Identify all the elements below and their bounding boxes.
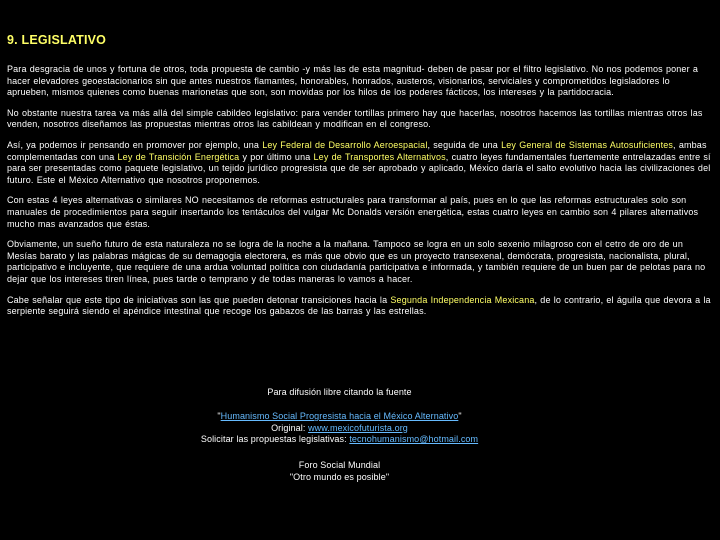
diffusion-text: Para difusión libre citando la fuente [267, 387, 412, 397]
paragraph-3-text: , seguida de una [427, 139, 502, 150]
paragraph-6-text: , de lo contrario, el águila que devora a la serpiente seguirá siendo el apéndice intestinal que recoge los gabazos de las barras y las estrellas. [7, 294, 711, 317]
paragraph-3-text: Así, ya podemos ir pensando en promover por ejemplo, una [7, 139, 263, 150]
paragraph-5: Obviamente, un sueño futuro de esta naturaleza no se logra de la noche a la mañana. Tampoco se logra en un solo sexenio milagroso con el cetro de oro de un Mesías barato y las palabras mágicas de su demagogia electorera, es más que obvio que es un proyecto transexenal, demócrata, progresista, nacionalista, plural, participativo e incluyente, que requiere de una ardua voluntad política con ciudadanía participativa e informada, y también requiere de un buen par de pelotas para no dejar que los intereses tiren línea, pues tarde o temprano y de todas maneras lo vamos a hacer. [7, 239, 706, 284]
law-aerospace: Ley Federal de Desarrollo Aeroespacial [262, 139, 428, 150]
quote-mark: " [458, 411, 462, 421]
request-label: Solicitar las propuestas legislativas: [200, 434, 350, 445]
law-self-sufficient-systems: Ley General de Sistemas Autosuficientes [501, 139, 674, 150]
paragraph-4: Con estas 4 leyes alternativas o similares NO necesitamos de reformas estructurales para transformar al país, pues en lo que las reformas estructurales solo son manuales de procedimientos para seguir insertando los tentáculos del vulgar Mc Donalds versión energética, estas cuatro leyes en cambio son 4 pilares alternativos mucho mas avanzados que éstas. [7, 195, 699, 229]
forum-name: Foro Social Mundial [298, 460, 381, 470]
second-independence: Segunda Independencia Mexicana [390, 294, 535, 305]
website-link[interactable]: www.mexicofuturista.org [308, 422, 408, 433]
source-line [7, 411, 672, 423]
forum-motto: "Otro mundo es posible" [289, 471, 390, 482]
source-block [7, 411, 672, 446]
paragraph-2: No obstante nuestra tarea va más allá del simple cabildeo legislativo: para vender tortillas primero hay que hacerlas, nosotros hacemos las tortillas mientras otros las venden, nosotros diseñamos las propuestas mientras otros las cabildean y modifican en el congreso. [7, 107, 703, 130]
paragraph-1: Para desgracia de unos y fortuna de otros, toda propuesta de cambio -y más las de esta magnitud- deben de pasar por el filtro legislativo. No nos podemos poner a hacer elevadores geoestacionarios sin que antes nuestros flamantes, honorables, honrados, austeros, visionarios, serviciales y comprometidos legisladores lo aprueben, mismos quienes como buenas marionetas que son, son movidas por los hilos de los poderes fácticos, los intereses y la partidocracia. [7, 64, 699, 98]
law-energy-transition: Ley de Transición Energética [117, 151, 240, 162]
paragraph-6 [7, 295, 712, 318]
forum-block [7, 460, 672, 483]
law-alternative-transport: Ley de Transportes Alternativos [313, 151, 446, 162]
body-text [7, 64, 712, 327]
section-heading: 9. LEGISLATIVO [7, 33, 107, 47]
paragraph-3-text: , cuatro leyes fundamentales fuertemente entrelazadas entre sí para ser presentadas como paquete legislativo, un tejido jurídico progresista que de ser aprobado y aplicado, México daría el salto evolutivo hacia las civilizaciones del futuro. Este el México Alternativo que nosotros proponemos. [7, 151, 711, 185]
paragraph-3-text: , ambas complementadas con una [7, 139, 707, 162]
diffusion-note [7, 387, 672, 399]
request-line [7, 434, 672, 446]
original-label: Original: [271, 422, 309, 433]
paragraph-3-text: y por último una [239, 151, 314, 162]
paragraph-3 [7, 140, 712, 186]
paragraph-6-text: Cabe señalar que este tipo de iniciativas son las que pueden detonar transiciones hacia la [7, 294, 391, 305]
source-title-link[interactable]: Humanismo Social Progresista hacia el México Alternativo [220, 411, 459, 421]
original-line [7, 423, 672, 435]
email-link[interactable]: tecnohumanismo@hotmail.com [349, 434, 479, 445]
quote-mark: " [217, 411, 221, 421]
